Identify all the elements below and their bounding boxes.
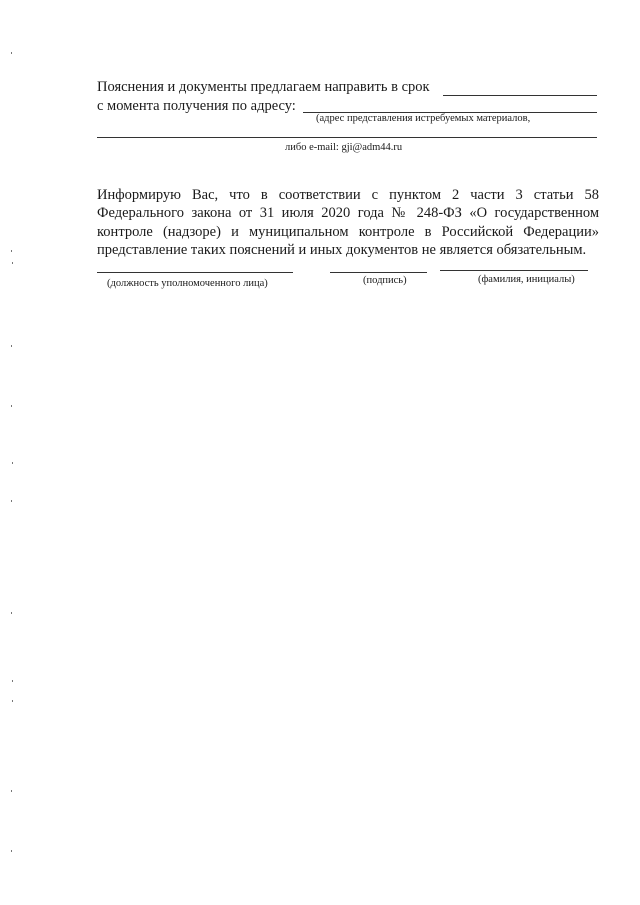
scan-artifact	[11, 405, 12, 407]
address-caption: (адрес представления истребуемых материалов,	[316, 113, 531, 124]
position-caption: (должность уполномоченного лица)	[107, 278, 268, 289]
signature-caption: (подпись)	[363, 275, 407, 286]
signature-line	[330, 272, 427, 273]
scan-artifact	[11, 850, 12, 852]
scan-artifact	[11, 250, 12, 252]
scan-artifact	[11, 790, 12, 792]
address-intro-text: с момента получения по адресу:	[97, 98, 296, 114]
scan-artifact	[11, 500, 12, 502]
address-blank-line-2	[97, 137, 597, 138]
deadline-text: Пояснения и документы предлагаем направить в срок	[97, 79, 430, 95]
scan-artifact	[12, 462, 13, 464]
legal-notice-paragraph: Информирую Вас, что в соответствии с пунктом 2 части 3 статьи 58 Федерального закона от 31 июля 2020 года № 248-ФЗ «О государственном контроле (надзоре) и муниципальном контроле в Российской Федерации» представление таких пояснений и иных документов не является обязательным.	[97, 187, 599, 258]
name-line	[440, 270, 588, 271]
position-line	[97, 272, 293, 273]
scan-artifact	[12, 680, 13, 682]
scan-artifact	[11, 612, 12, 614]
email-caption: либо e-mail: gji@adm44.ru	[285, 142, 403, 153]
scan-artifact	[12, 700, 13, 702]
name-caption: (фамилия, инициалы)	[478, 274, 575, 285]
scan-artifact	[11, 345, 12, 347]
scan-artifact	[12, 262, 13, 264]
deadline-blank-line	[443, 95, 597, 96]
scan-artifact	[11, 52, 12, 54]
